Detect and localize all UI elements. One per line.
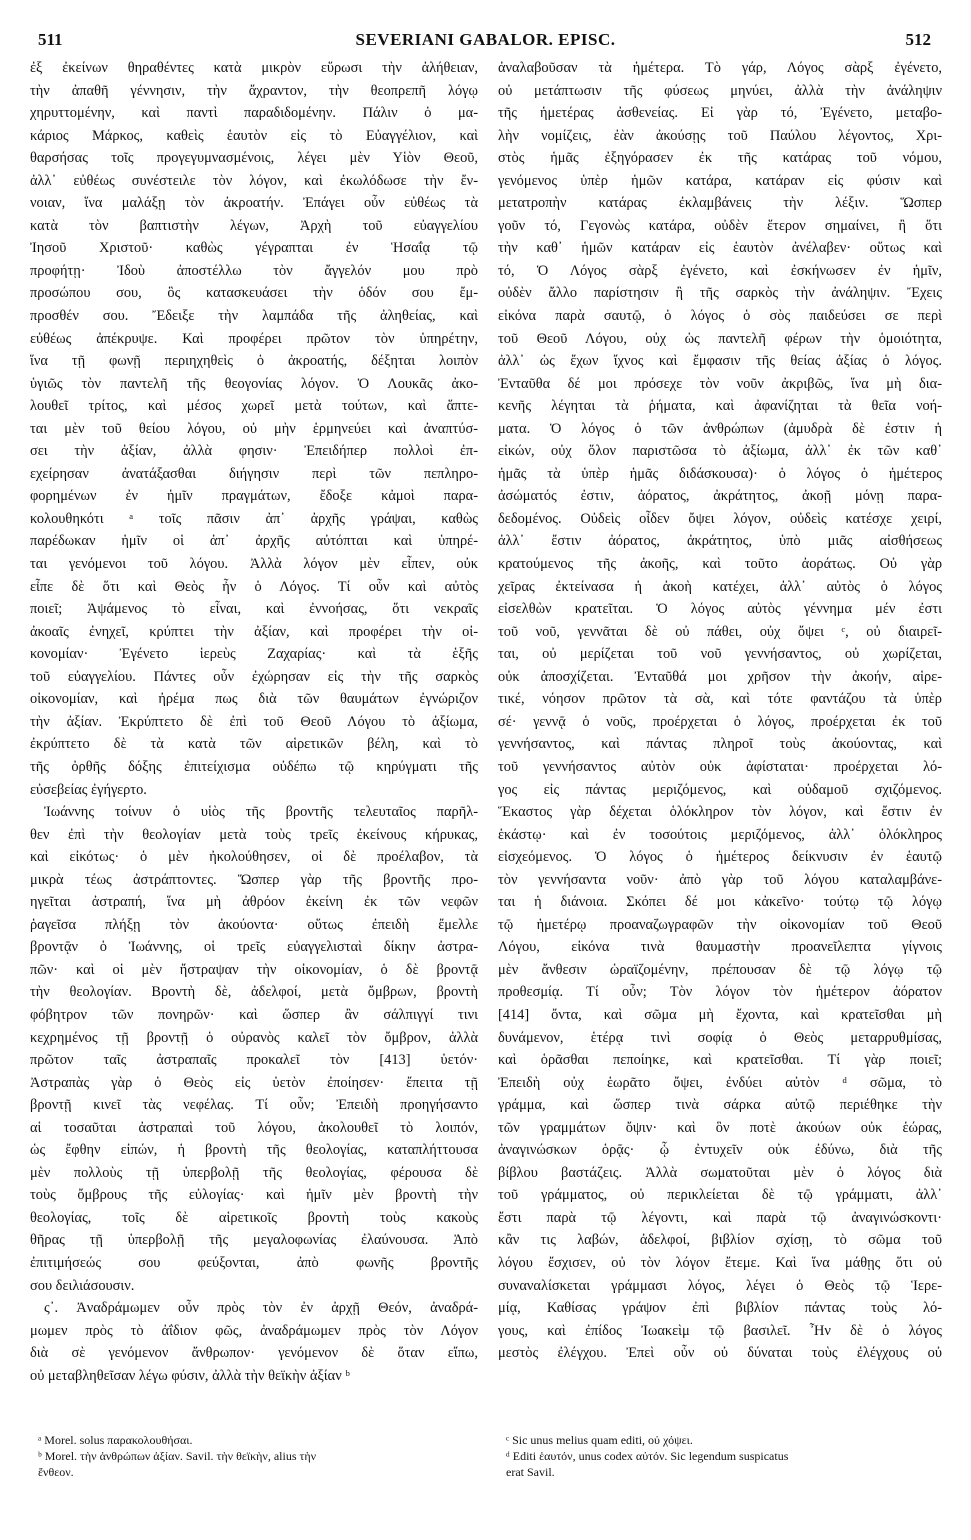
text-line: εὐθέως ἀπέκρυψε. Καὶ προφέρει πρῶτον τὸν ὑπηρέτην, <box>30 330 478 347</box>
footnote-line: erat Savil. <box>506 1465 555 1479</box>
text-line: ηγεῖται ἀστραπή, ἵνα μὴ ἀθρόον ἐκείνη ἐκ τῶν νεφῶν <box>30 894 478 911</box>
text-line: Ἐπειδὴ οὐχ ἑωρᾶτο ὄψει, ἐνδύει αὐτὸν ᵈ σῶμα, τὸ <box>498 1074 942 1091</box>
text-line: γος εἰς πάντας μεριζόμενος, καὶ οὐδαμοῦ σχιζόμενος. <box>498 781 942 798</box>
text-line: στὸς ἡμᾶς ἐξηγόρασεν ἐκ τῆς κατάρας τοῦ νόμου, <box>498 150 942 167</box>
text-line: σέ· γεννᾷ ὁ νοῦς, προέρχεται ὁ λόγος, προέρχεται ἐκ τοῦ <box>498 713 942 730</box>
text-line: γεννήσαντος, καὶ πάντας πληροῖ τοὺς ἀκούοντας, καὶ <box>498 736 942 753</box>
text-line: σου δειλιάσουσιν. <box>30 1277 135 1294</box>
text-line: ἐξ ἐκείνων θηραθέντες κατὰ μικρὸν εὕρωσι τὴν ἀλήθειαν, <box>30 60 478 76</box>
text-line: ὑγιῶς τὸν παντελῆ τῆς θεογονίας λόγον. Ὁ Λουκᾶς ἀκο- <box>30 375 478 392</box>
text-line: γους, καὶ ἐπίδος Ἰωακεὶμ τῷ βασιλεῖ. Ἦν δὲ ὁ λόγος <box>498 1322 942 1339</box>
text-line: πῶν· καὶ οἱ μὲν ἤστραψαν τὴν οἰκονομίαν, ὁ δὲ βροντᾷ <box>30 961 478 978</box>
text-line: εὐσεβείας ἐγήγερτο. <box>30 781 147 798</box>
text-line: οὐδὲν ἄλλο παρίστησιν ἢ τῆς σαρκὸς τὴν ἀνάληψιν. Ἔχεις <box>498 285 942 302</box>
text-line: κολουθηκότι ᵃ τοῖς πᾶσιν ἀπ᾽ ἀρχῆς γράψαι, καθὼς <box>30 510 478 527</box>
text-line: κενῆς λέγηται τὰ ῥήματα, καὶ ἀφανίζηται τὰ θεῖα νοή- <box>498 398 942 415</box>
text-line: καὶ εἰκότως· ὁ μὲν ἠκολούθησεν, οἱ δὲ προέλαβον, τὰ <box>30 849 478 866</box>
text-line: ἐπιτιμήσεώς σου φεύξονται, ἀπὸ φωνῆς βροντῆς <box>30 1254 478 1271</box>
text-line: οὐ μεταβληθεῖσαν λέγω φύσιν, ἀλλὰ τὴν θεϊκὴν ἀξίαν ᵇ <box>30 1367 350 1384</box>
text-line: χεῖρας ἐκτείνασα ἡ ἀκοὴ κατέχει, ἀλλ᾽ αὐτὸς ὁ λόγος <box>498 578 942 595</box>
text-line: μικρὰ τέως ἀστράπτοντες. Ὥσπερ γὰρ τῆς βροντῆς προ- <box>30 871 478 888</box>
text-line: μίᾳ, Καθίσας γράψον ἐπὶ βιβλίον πάντας τοὺς λό- <box>498 1300 942 1317</box>
text-line: Ἰωάννης τοίνυν ὁ υἱὸς τῆς βροντῆς τελευταῖος παρῆλ- <box>44 804 478 821</box>
text-line: λουθεῖ τρίτος, καὶ μέσος χωρεῖ μετὰ τούτων, καὶ ἅπτε- <box>30 398 478 415</box>
text-line: ται μὲν τοῦ θείου λόγου, οὐ μὴν ἑρμηνεύει καὶ ἀναπτύσ- <box>30 420 478 437</box>
text-line: φόβητρον τῶν πονηρῶν· καὶ ὥσπερ ἂν σάλπιγγί τινι <box>30 1006 478 1023</box>
text-line: δυνάμενον, ἑτέρᾳ τινὶ σοφίᾳ ὁ Θεὸς μεταρρυθμίσας, <box>498 1029 942 1046</box>
page-number-left: 511 <box>38 30 63 49</box>
text-line: ς᾽. Ἀναδράμωμεν οὖν πρὸς τὸν ἐν ἀρχῇ Θεόν, ἀναδρά- <box>44 1300 478 1317</box>
text-line: [414] ὄντα, καὶ σῶμα μὴ ἔχοντα, καὶ κρατεῖσθαι μὴ <box>498 1006 942 1023</box>
text-line: γράμμα, καὶ ὥσπερ τινὰ σάρκα αὐτῷ περιέθηκε τὴν <box>498 1097 942 1114</box>
text-line: Ἐνταῦθα δέ μοι πρόσεχε τὸν νοῦν ἀκριβῶς, ἵνα μὴ δια- <box>498 375 942 392</box>
text-line: Ἕκαστος γὰρ δέχεται ὁλόκληρον τὸν λόγον, καὶ ἔστιν ἐν <box>498 804 942 821</box>
left-text-column <box>30 57 478 1387</box>
right-text-column <box>498 57 942 1365</box>
text-line: σει τὴν ἀξίαν, ἀλλὰ φησιν· Ἐπειδήπερ πολλοὶ ἐπ- <box>30 443 478 460</box>
text-line: προσώπου σου, ὃς κατασκευάσει τὴν ὁδόν σου ἔμ- <box>30 285 478 302</box>
text-line: τικέ, νόησον πρῶτον τὰ σὰ, καὶ τότε φαντάζου τὰ ὑπὲρ <box>498 691 942 708</box>
text-line: χηρυττομένην, καὶ παντὶ παραδιδομένην. Πάλιν ὁ μα- <box>30 105 478 122</box>
text-line: Λόγου, εἰκόνα τινὰ θαυμαστὴν προανεῖλεπτα γίγνοις <box>498 939 942 956</box>
text-line: τὴν θεολογίαν. Βροντὴ δὲ, ἀδελφοί, μετὰ ὄμβρων, βροντὴ <box>30 984 478 1001</box>
footnotes-right <box>506 1432 936 1480</box>
text-line: κατὰ τὸν βαπτιστὴν λέγων, Ἀρχὴ τοῦ εὐαγγελίου <box>30 217 478 234</box>
text-line: τοῦ εὐαγγελίου. Πάντες οὖν ἐχώρησαν εἰς τὴν τῆς σαρκὸς <box>30 668 478 685</box>
footnote-line: ᵇ Morel. τὴν ἀνθρώπων ἀξίαν. Savil. τὴν θεϊκὴν, alius τὴν <box>38 1449 317 1463</box>
text-line: εἰκών, οὐχ ὅλον παριστῶσα τὸ ἀξίωμα, ἀλλ᾽ ἐκ τῶν καθ᾽ <box>498 443 942 460</box>
text-line: συναναλίσκεται γράμμασι λόγος, λέγει ὁ Θεὸς τῷ Ἱερε- <box>498 1277 942 1294</box>
text-line: βροντῇ κινεῖ τὰς νεφέλας. Τί οὖν; Ἐπειδὴ προηγήσαντο <box>30 1097 478 1114</box>
text-line: ται ἡ διάνοια. Σκόπει δέ μοι κἀκεῖνο· τούτῳ τῷ λόγῳ <box>498 894 942 911</box>
text-line: ἀκοαῖς ἐνηχεῖ, κρύπτει τὴν ἀξίαν, καὶ προφέρει τὴν οἰ- <box>30 623 478 640</box>
footnote-line: ᵈ Editi ἑαυτόν, unus codex αὐτόν. Sic legendum suspicatus <box>506 1449 789 1463</box>
text-line: τοῦ Θεοῦ Λόγου, οὐχ ὡς παντελῆ φέρων τὴν ὁμοιότητα, <box>498 330 942 347</box>
running-title: SEVERIANI GABALOR. EPISC. <box>355 30 616 49</box>
footnote-line: ᶜ Sic unus melius quam editi, οὐ χόψει. <box>506 1433 693 1447</box>
text-line: νοιαν, ἵνα μαλάξῃ τὸν ἀκροατήν. Ἐπάγει οὖν εὐθέως τὰ <box>30 195 478 212</box>
text-line: ἀλλ᾽ ἔστιν ἀόρατος, ἀκράτητος, ὑπὸ μιᾶς αἰσθήσεως <box>498 533 942 550</box>
text-line: Ἰησοῦ Χριστοῦ· καθὼς γέγραπται ἐν Ἡσαΐᾳ τῷ <box>30 240 478 257</box>
text-line: διὰ σὲ γενόμενον ἄνθρωπον· γενόμενον δὲ ὅταν εἴπω, <box>30 1345 478 1362</box>
text-line: καὶ ὁρᾶσθαι πεποίηκε, καὶ κρατεῖσθαι. Τί γὰρ ποιεῖ; <box>498 1052 942 1069</box>
text-line: δεδομένος. Οὐδεὶς οἶδεν ὄψει λόγον, οὐδεὶς κατέσχε χειρί, <box>498 510 942 527</box>
text-line: οὐκ ἀποσχίζεται. Ἐνταῦθά μοι χρῆσον τὴν ἀκοήν, αἱρε- <box>498 668 942 685</box>
text-line: προσθέν σου. Ἔδειξε τὴν λαμπάδα τῆς ἀληθείας, καὶ <box>30 308 478 325</box>
text-line: τοὺς ὄμβρους τῆς εὐλογίας· καὶ ἡμῖν μὲν βροντὴ τὴν <box>30 1187 478 1204</box>
text-line: κρατούμενος τῆς ἀκοῆς, καὶ τοῦτο ἀοράτως. Οὐ γὰρ <box>498 556 942 573</box>
text-line: πρῶτον ταῖς ἀστραπαῖς προκαλεῖ τὸν [413] ὑετόν· <box>30 1052 478 1069</box>
text-line: γενόμενος ὑπὲρ ἡμῶν κατάρα, κατάραν εἰς φύσιν καὶ <box>498 172 942 189</box>
footnotes-left <box>38 1432 478 1480</box>
text-line: προθεσμίᾳ. Τί οὖν; Τὸν λόγον τὸν ἡμέτερον ἀόρατον <box>498 984 942 1001</box>
text-line: τὸν γεννήσαντα νοῦν· ἀπὸ γὰρ τοῦ λόγου καταλαμβάνε- <box>498 871 942 888</box>
text-line: Ἀστραπὰς γὰρ ὁ Θεὸς εἰς ὑετὸν ἐποίησεν· ἔπειτα τῇ <box>30 1074 478 1091</box>
text-line: γοῦν τό, Γεγονὼς κατάρα, οὐδὲν ἕτερον σημαίνει, ἢ ὅτι <box>498 217 942 234</box>
text-line: ματα. Ὁ λόγος ὁ τῶν ἀνθρώπων (ἀμυδρὰ δὲ ἐστιν ἡ <box>498 420 942 437</box>
text-line: τῆς ὀρθῆς δόξης ἐπιτείχισμα οὐδέπω τῷ κηρύγματι τῆς <box>30 758 478 775</box>
text-line: μὲν πολλοὺς τῇ ὑπερβολῇ τῆς θεολογίας, φέρουσα δὲ <box>30 1164 478 1181</box>
text-line: τῶν γραμμάτων ὄψιν· καὶ ὃν ποτὲ ἀκούων οὐκ ἑώρας, <box>498 1119 942 1136</box>
text-line: ποιεῖ; Ἀψάμενος τὸ εἶναι, καὶ ἐννοήσας, ὅτι νεκραῖς <box>30 601 478 618</box>
text-line: βροντᾷν ὁ Ἰωάννης, οἱ τρεῖς εὐαγγελισταὶ δίκην ἀστρα- <box>30 939 478 956</box>
text-line: ὡς ἔφθην εἰπών, ἡ βροντὴ τῆς θεολογίας, καταπλήττουσα <box>30 1142 478 1159</box>
text-line: θεν ἐπὶ τὴν θεολογίαν μετὰ τοὺς τρεῖς ἐκείνους κήρυκας, <box>30 826 478 843</box>
text-line: θῆρας τῇ ὑπερβολῇ τῆς μεγαλοφωνίας ἐλαύνουσα. Ἀπὸ <box>30 1232 478 1249</box>
text-line: ἀναγινώσκων ὁρᾷς· ᾧ ἐντυχεῖν οὐκ ἐδύνω, διὰ τῆς <box>498 1142 942 1159</box>
text-line: ἑκάστῳ· καὶ ἐν τοσούτοις μεριζόμενος, ἀλλ᾽ ὁλόκληρος <box>498 826 942 843</box>
text-line: τὴν ἀπαθῆ γέννησιν, τὴν ἄχραντον, τὴν θεοπρεπῆ λόγῳ <box>30 82 478 99</box>
text-line: λόγου ἔσχισεν, οὐ τὸν λόγον ἔτεμε. Καὶ ἵνα μάθῃς ὅτι οὐ <box>498 1254 942 1271</box>
text-line: λὴν νομίζεις, ἐὰν ἀκούσῃς τοῦ Παύλου λέγοντος, Χρι- <box>498 127 942 144</box>
text-line: παρέδωκαν ἡμῖν οἱ ἀπ᾽ ἀρχῆς αὐτόπται καὶ ὑπηρέ- <box>30 533 478 550</box>
text-line: εἰκόνα παρὰ σαυτῷ, ὁ λόγος ὁ σὸς παιδεύσει σε περὶ <box>498 308 942 325</box>
text-line: ἔστι παρὰ τῷ λέγοντι, καὶ παρὰ τῷ ἀναγινώσκοντι· <box>498 1209 942 1226</box>
text-line: ἡμᾶς τὰ ὑπὲρ ἡμᾶς διδάσκουσα)· ὁ λόγος ὁ ἡμέτερος <box>498 465 942 482</box>
text-line: ἀναλαβοῦσαν τὰ ἡμέτερα. Τὸ γάρ, Λόγος σὰρξ ἐγένετο, <box>498 60 942 76</box>
text-line: τοῦ γεννήσαντος αὐτὸν οὐκ ἀφίσταται· προέρχεται λό- <box>498 758 942 775</box>
text-line: τὴν καθ᾽ ἡμῶν κατάραν εἰς ἑαυτὸν ἀνέλαβεν· οὕτως καὶ <box>498 240 942 257</box>
running-header <box>26 30 945 52</box>
text-line: τῷ ἡμετέρῳ προαναζωγραφῶν τὴν οἰκονομίαν τοῦ Θεοῦ <box>498 916 942 933</box>
text-line: κἂν τις λαβών, ἀδελφοί, βιβλίον σχίσῃ, τὸ σῶμα τοῦ <box>498 1232 942 1249</box>
text-line: τό, Ὁ Λόγος σὰρξ ἐγένετο, καὶ ἐσκήνωσεν ἐν ἡμῖν, <box>498 262 942 279</box>
text-line: φορημένων ἐν ἡμῖν πραγμάτων, ἔδοξε κἀμοὶ παρα- <box>30 488 478 505</box>
text-line: εἰσελθὼν κρατεῖται. Ὁ λόγος αὐτὸς γέννημα μέν ἐστι <box>498 601 942 618</box>
text-line: ται γενόμενοι τοῦ λόγου. Ἀλλὰ λόγον μὲν εἶπεν, οὐκ <box>30 556 478 573</box>
text-line: ται, οὐ μερίζεται τοῦ νοῦ γεννήσαντος, οὐ χωρίζεται, <box>498 646 942 663</box>
text-line: ἀλλ᾽ ὡς ἔχων ἴχνος καὶ ἔμφασιν τῆς θείας ἀξίας ὁ λόγος. <box>498 353 942 370</box>
text-line: μωμεν πρὸς τὸ ἀΐδιον φῶς, ἀναδράμωμεν πρὸς τὸν Λόγον <box>30 1322 478 1339</box>
text-line: τοῦ γράμματος, οὐ περικλείεται δὲ τῷ γράμματι, ἀλλ᾽ <box>498 1187 942 1204</box>
text-line: οἰκονομίαν, καὶ ἠρέμα πως διὰ τῶν θαυμάτων ἐγνώριζον <box>30 691 478 708</box>
text-line: μεστὸς ἐλέγχου. Ἐπεὶ οὖν οὐ δύναται τοὺς ἐλέγχους οὐ <box>498 1345 942 1362</box>
text-line: ἵνα τῇ φωνῇ περιηχηθεὶς ὁ ἀκροατής, δέξηται λοιπὸν <box>30 353 478 370</box>
footnote-line: ᵃ Morel. solus παρακολουθήσαι. <box>38 1433 193 1447</box>
text-line: τοῦ νοῦ, γεννᾶται δὲ οὐ πάθει, οὐχ ὄψει ᶜ, οὐ διαιρεῖ- <box>498 623 942 640</box>
footnote-line: ἔνθεον. <box>38 1465 74 1479</box>
text-line: κεχρημένος τῇ βροντῇ ὁ οὐρανὸς καλεῖ τὸν ὄμβρον, ἀλλὰ <box>30 1029 478 1046</box>
text-line: βίβλου βαστάζεις. Ἀλλὰ σωματοῦται μὲν ὁ λόγος διὰ <box>498 1164 942 1181</box>
page-number-right: 512 <box>905 30 931 49</box>
text-line: τὴν ἀξίαν. Ἐκρύπτετο δὲ ἐπὶ τοῦ Θεοῦ Λόγου τὸ ἀξίωμα, <box>30 713 478 730</box>
text-line: οὐ μετάπτωσιν τῆς φύσεως μηνύει, ἀλλὰ τὴν ἀνάληψιν <box>498 82 942 99</box>
text-line: ῥαγεῖσα πλήξῃ τὸν ἀκούοντα· οὕτως ἐπειδὴ ἔμελλε <box>30 916 478 933</box>
text-line: εἶπε δὲ ὅτι καὶ Θεὸς ἦν ὁ Λόγος. Τί οὖν καὶ αὐτὸς <box>30 578 478 595</box>
text-line: θεολογίας, τοῖς δὲ αἱρετικοῖς βροντὴ τοὺς κακοὺς <box>30 1209 478 1226</box>
text-line: τῆς ἡμετέρας ἀσθενείας. Εἰ γὰρ τό, Ἐγένετο, μεταβο- <box>498 105 942 122</box>
text-line: κάριος Μάρκος, καθεὶς ἑαυτὸν εἰς τὸ Εὐαγγέλιον, καὶ <box>30 127 478 144</box>
text-line: ἐκρύπτετο δὲ τὰ κατὰ τῶν αἱρετικῶν βέλη, καὶ τὸ <box>30 736 478 753</box>
text-line: ἀσώματός ἐστιν, ἀόρατος, ἀκράτητος, ἀκοῇ μόνῃ παρα- <box>498 488 942 505</box>
text-line: αἱ τοσαῦται ἀστραπαὶ τοῦ λόγου, ἀκολουθεῖ τὸ λοιπόν, <box>30 1119 478 1136</box>
text-line: μὲν ἄνθεσιν ὡραϊζομένην, πρέπουσαν δὲ τῷ λόγῳ τῷ <box>498 961 942 978</box>
text-line: εἰσχεόμενος. Ὁ λόγος ὁ ἡμέτερος δείκνυσιν ἐν ἑαυτῷ <box>498 849 942 866</box>
text-line: ἀλλ᾽ εὐθέως συνέστειλε τὸν λόγον, καὶ ἐκωλόδωσε τὴν ἔν- <box>30 172 478 189</box>
text-line: εχείρησαν ἀνατάξασθαι διήγησιν περὶ τῶν πεπληρο- <box>30 465 478 482</box>
text-line: κονομίαν· Ἐγένετο ἱερεὺς Ζαχαρίας· καὶ τὰ ἑξῆς <box>30 646 478 663</box>
text-line: θαρσήσας τοῖς προγεγυμνασμένοις, λέγει μὲν Υἱὸν Θεοῦ, <box>30 150 478 167</box>
text-line: προφήτῃ· Ἰδοὺ ἀποστέλλω τὸν ἄγγελόν μου πρὸ <box>30 262 478 279</box>
text-line: μετατροπὴν κατάρας ἐκλαμβάνεις τὴν λέξιν. Ὥσπερ <box>498 195 942 212</box>
